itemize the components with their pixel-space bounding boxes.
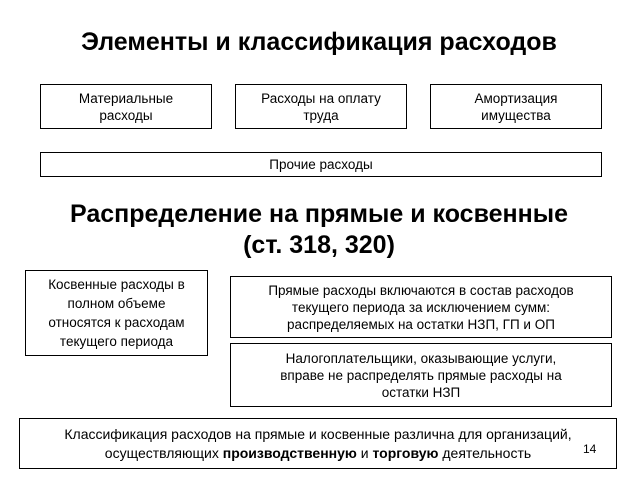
taxpayers-line-3: остатки НЗП [381, 384, 461, 400]
classification-note-box [19, 418, 617, 469]
note-production: производственную [222, 444, 357, 461]
indirect-line-2: полном объеме [67, 296, 166, 311]
material-expenses-line-2: расходы [99, 107, 153, 123]
indirect-line-1: Косвенные расходы в [48, 277, 185, 292]
indirect-expenses-box [25, 270, 208, 356]
direct-line-2: текущего периода за исключением сумм: [291, 299, 551, 315]
note-suffix: деятельность [438, 444, 532, 461]
depreciation-line-2: имущества [481, 107, 551, 123]
material-expenses-line-1: Материальные [78, 90, 174, 106]
depreciation-line-1: Амортизация [474, 90, 558, 106]
depreciation-box [430, 84, 602, 129]
note-line-1: Классификация расходов на прямые и косвенные различна для организаций, [64, 425, 572, 442]
direct-line-3: распределяемых на остатки НЗП, ГП и ОП [287, 316, 555, 332]
section-title [0, 199, 638, 261]
note-line-2 [64, 444, 571, 463]
other-expenses-box [40, 152, 602, 177]
section-title-line-1: Распределение на прямые и косвенные [70, 200, 568, 228]
indirect-line-3: относятся к расходам [48, 315, 185, 330]
note-trade: торговую [372, 444, 439, 461]
taxpayers-line-1: Налогоплательщики, оказывающие услуги, [285, 350, 557, 366]
taxpayers-box [230, 343, 612, 407]
note-conjunction: и [356, 444, 373, 461]
other-expenses-label: Прочие расходы [269, 157, 373, 172]
labor-expenses-box [235, 84, 407, 129]
direct-line-1: Прямые расходы включаются в состав расходов [268, 282, 574, 298]
note-prefix: осуществляющих [104, 444, 223, 461]
direct-expenses-box [230, 276, 612, 338]
material-expenses-box [40, 84, 212, 129]
labor-expenses-line-2: труда [303, 107, 339, 123]
taxpayers-line-2: вправе не распределять прямые расходы на [280, 367, 562, 383]
indirect-line-4: текущего периода [59, 334, 174, 349]
main-title: Элементы и классификация расходов [81, 28, 557, 56]
page-number: 14 [583, 442, 597, 456]
labor-expenses-line-1: Расходы на оплату [261, 90, 381, 106]
section-title-line-2: (ст. 318, 320) [243, 231, 395, 259]
